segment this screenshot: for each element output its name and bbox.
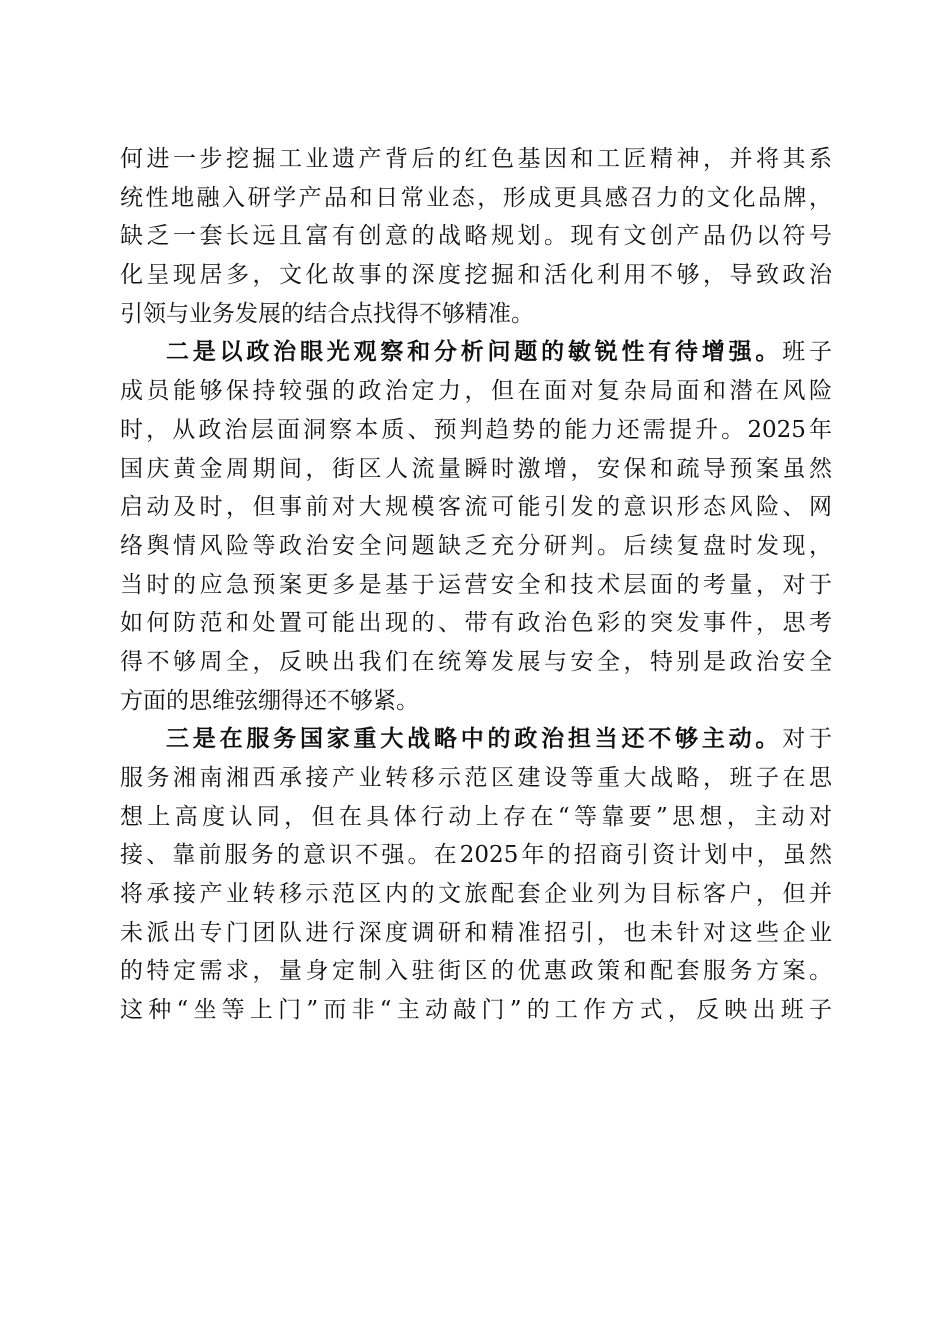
text-line: 时，从政治层面洞察本质、预判趋势的能力还需提升。2025年 [120, 416, 832, 443]
text-line [120, 720, 832, 759]
text-line: 方面的思维弦绷得还不够紧。 [120, 687, 419, 714]
paragraph-lead-heading: 二是以政治眼光观察和分析问题的敏锐性有待增强。 [166, 338, 783, 366]
text-line: 这种“坐等上门”而非“主动敲门”的工作方式，反映出班子 [120, 997, 832, 1024]
text-line: 当时的应急预案更多是基于运营安全和技术层面的考量，对于 [120, 571, 832, 598]
paragraph-1 [120, 140, 832, 333]
text-line: 接、靠前服务的意识不强。在2025年的招商引资计划中，虽然 [120, 842, 832, 869]
text-run: 对于 [782, 726, 833, 753]
text-line: 统性地融入研学产品和日常业态，形成更具感召力的文化品牌， [120, 184, 832, 211]
text-line: 将承接产业转移示范区内的文旅配套企业列为目标客户，但并 [120, 881, 832, 908]
text-line: 启动及时，但事前对大规模客流可能引发的意识形态风险、网 [120, 494, 832, 521]
text-line: 引领与业务发展的结合点找得不够精准。 [120, 300, 534, 327]
text-line: 得不够周全，反映出我们在统筹发展与安全，特别是政治安全 [120, 648, 832, 675]
text-line: 何进一步挖掘工业遗产背后的红色基因和工匠精神，并将其系 [120, 146, 832, 172]
text-line: 想上高度认同，但在具体行动上存在“等靠要”思想，主动对 [120, 803, 832, 830]
text-run: 班子 [782, 339, 833, 366]
paragraph-lead-heading: 三是在服务国家重大战略中的政治担当还不够主动。 [166, 725, 783, 753]
text-line: 络舆情风险等政治安全问题缺乏充分研判。后续复盘时发现， [120, 532, 832, 559]
paragraph-3 [120, 720, 832, 1030]
text-line: 缺乏一套长远且富有创意的战略规划。现有文创产品仍以符号 [120, 223, 832, 250]
text-line: 成员能够保持较强的政治定力，但在面对复杂局面和潜在风险 [120, 378, 832, 405]
text-line: 如何防范和处置可能出现的、带有政治色彩的突发事件，思考 [120, 610, 832, 637]
text-line: 服务湘南湘西承接产业转移示范区建设等重大战略，班子在思 [120, 765, 832, 791]
text-line: 的特定需求，量身定制入驻街区的优惠政策和配套服务方案。 [120, 958, 832, 985]
paragraph-2 [120, 333, 832, 720]
document-page [120, 140, 832, 1030]
text-line: 未派出专门团队进行深度调研和精准招引，也未针对这些企业 [120, 919, 832, 946]
text-line [120, 333, 832, 372]
text-line: 化呈现居多，文化故事的深度挖掘和活化利用不够，导致政治 [120, 262, 832, 289]
text-line: 国庆黄金周期间，街区人流量瞬时激增，安保和疏导预案虽然 [120, 455, 832, 482]
